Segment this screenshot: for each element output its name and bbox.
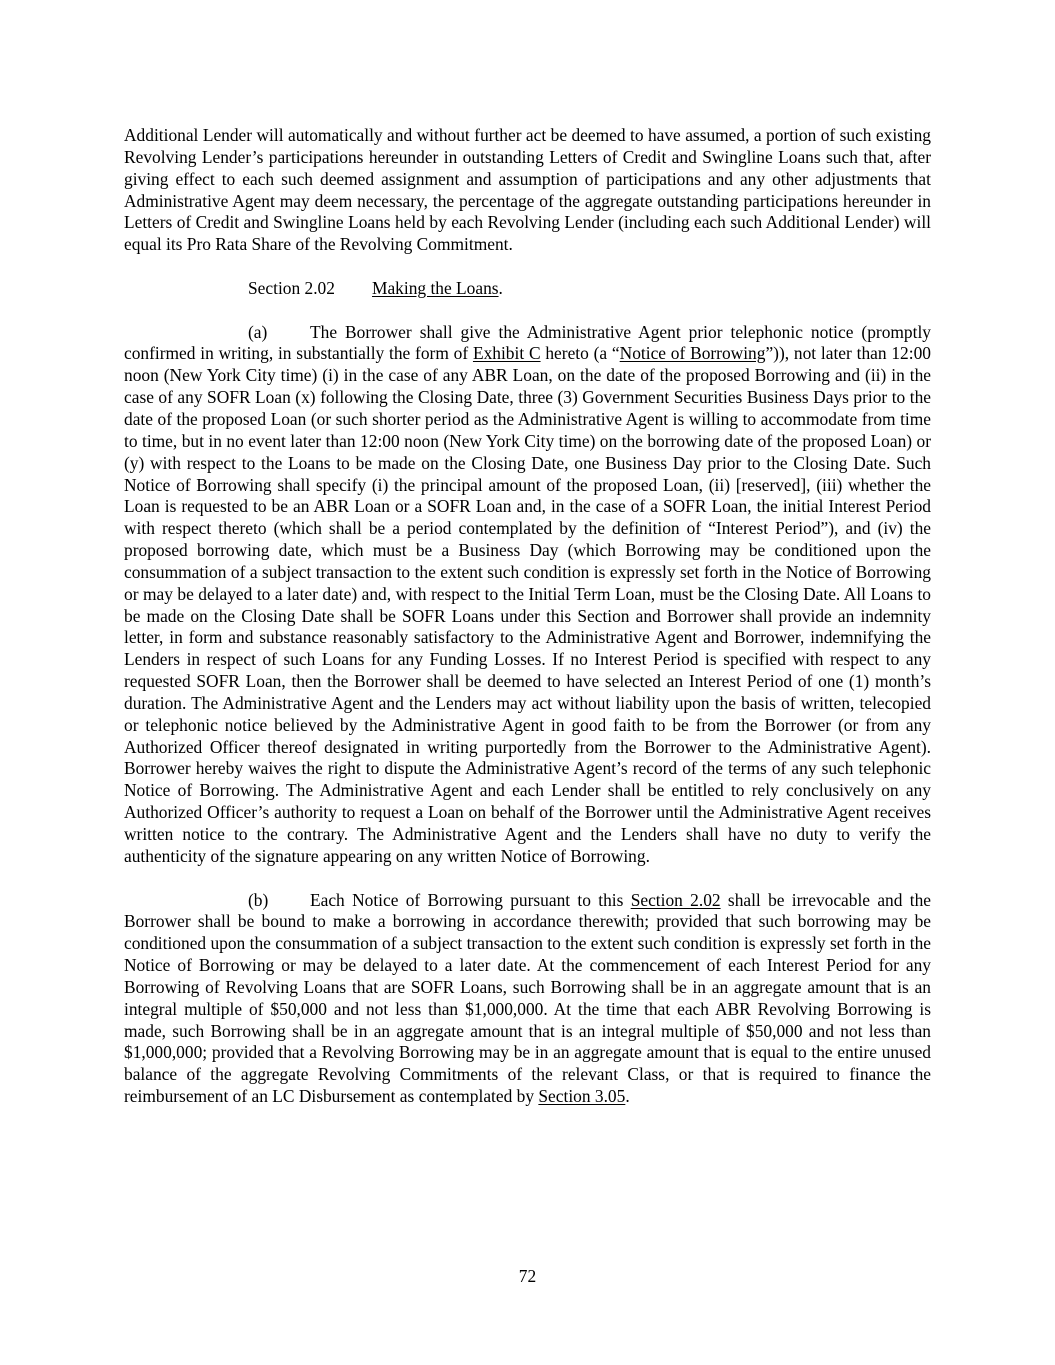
section-title: Making the Loans [372,277,499,298]
page-number: 72 [518,1266,537,1286]
section-number: Section 2.02 [248,277,335,298]
paragraph-spacer [124,868,931,890]
paragraph-b [124,890,931,1108]
document-body [124,125,931,1108]
paragraph-b-label: (b) [248,889,269,910]
paragraph-a [124,322,931,868]
section-3-05-reference: Section 3.05 [538,1086,626,1107]
paragraph-b-text-3: . [625,1086,630,1107]
paragraph-a-text-3: ”)), not later than 12:00 noon (New York City time) (i) in the case of any ABR Loan, on the date of the proposed Borrowing and (ii) in the case of any SOFR Loan (x) following the Closing Date, three (3) Government Securities Business Days prior to the date of the proposed Loan (or such shorter period as the Administrative Agent is willing to accommodate from time to time, but in no event later than 12:00 noon (New York City time) on the borrowing date of the proposed Loan) or (y) with respect to the Loans to be made on the Closing Date, one Business Day prior to the Closing Date. Such Notice of Borrowing shall specify (i) the principal amount of the proposed Loan, (ii) [reserved], (iii) whether the Loan is requested to be an ABR Loan or a SOFR Loan and, in the case of a SOFR Loan, the initial Interest Period with respect thereto (which shall be a period contemplated by the definition of “Interest Period”), and (iv) the proposed borrowing date, which must be a Business Day (which Borrowing may be conditioned upon the consummation of a subject transaction to the extent such condition is expressly set forth in the Notice of Borrowing or may be delayed to a later date) and, with respect to the Initial Term Loan, must be the Closing Date. All Loans to be made on the Closing Date shall be SOFR Loans under this Section and Borrower shall provide an indemnity letter, in form and substance reasonably satisfactory to the Administrative Agent and Borrower, indemnifying the Lenders in respect of such Loans for any Funding Losses. If no Interest Period is specified with respect to any requested SOFR Loan, then the Borrower shall be deemed to have selected an Interest Period of one (1) month’s duration. The Administrative Agent and the Lenders may act without liability upon the basis of written, telecopied or telephonic notice believed by the Administrative Agent in good faith to be from the Borrower (or from any Authorized Officer thereof designated in writing purportedly from the Borrower to the Administrative Agent). Borrower hereby waives the right to dispute the Administrative Agent’s record of the terms of any such telephonic Notice of Borrowing. The Administrative Agent and each Lender shall be entitled to rely conclusively on any Authorized Officer’s authority to request a Loan on behalf of the Borrower until the Administrative Agent receives written notice to the contrary. The Administrative Agent and the Lenders shall have no duty to verify the authenticity of the signature appearing on any written Notice of Borrowing. [124,343,931,866]
continuation-paragraph: Additional Lender will automatically and without further act be deemed to have assumed, a portion of such existing Revolving Lender’s participations hereunder in outstanding Letters of Credit and Swingline Loans such that, after giving effect to each such deemed assignment and assumption of participations and any other adjustments that Administrative Agent may deem necessary, the percentage of the aggregate outstanding participations hereunder in Letters of Credit and Swingline Loans held by each Revolving Lender (including each such Additional Lender) will equal its Pro Rata Share of the Revolving Commitment. [124,125,931,255]
paragraph-a-label: (a) [248,321,268,342]
paragraph-b-text-2: shall be irrevocable and the Borrower shall be bound to make a borrowing in accordance therewith; provided that such borrowing may be conditioned upon the consummation of a subject transaction to the extent such condition is expressly set forth in the Notice of Borrowing or may be delayed to a later date. At the commencement of each Interest Period for any Borrowing of Revolving Loans that are SOFR Loans, such Borrowing shall be in an aggregate amount that is an integral multiple of $50,000 and not less than $1,000,000. At the time that each ABR Revolving Borrowing is made, such Borrowing shall be in an aggregate amount that is an integral multiple of $50,000 and not less than $1,000,000; provided that a Revolving Borrowing may be in an aggregate amount that is equal to the entire unused balance of the aggregate Revolving Commitments of the relevant Class, or that is required to finance the reimbursement of an LC Disbursement as contemplated by [124,889,931,1107]
paragraph-b-text-1: Each Notice of Borrowing pursuant to this [310,889,631,910]
notice-of-borrowing-term: Notice of Borrowing [619,343,766,364]
paragraph-a-text-1: The Borrower shall give the Administrative Agent prior telephonic notice (promptly confirmed in writing, in substantially the form of [124,321,931,364]
section-2-02-reference: Section 2.02 [630,889,721,910]
section-title-period: . [498,277,503,298]
exhibit-c-reference: Exhibit C [472,343,541,364]
section-heading [124,278,931,300]
paragraph-a-text-2: hereto (a “ [540,343,620,364]
